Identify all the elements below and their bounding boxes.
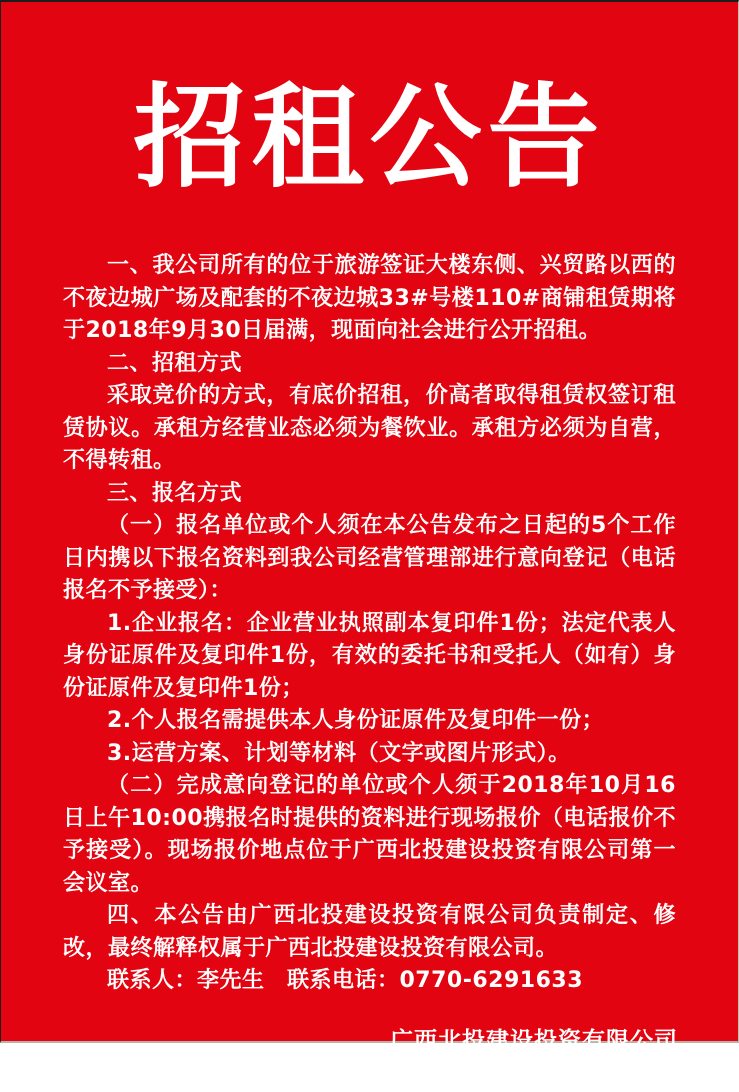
paragraph-requirement-2: 2.个人报名需提供本人身份证原件及复印件一份； xyxy=(107,708,605,734)
paragraph-requirement-1: 1.企业报名：企业营业执照副本复印件1份；法定代表人身份证原件及复印件1份，有效的委托书和受托人（如有）身份证原件及复印件1份； xyxy=(63,610,676,701)
paragraph-section-1: 一、我公司所有的位于旅游签证大楼东侧、兴贸路以西的不夜边城广场及配套的不夜边城33#号楼110#商铺租赁期将于2018年9月30日届满，现面向社会进行公开招租。 xyxy=(63,253,676,344)
signature-company: 广西北投建设投资有限公司 xyxy=(390,1027,678,1054)
paragraph-section-2-heading: 二、招租方式 xyxy=(107,350,243,376)
signature-date: 2018年9月30日 xyxy=(438,1061,630,1088)
announcement-body xyxy=(1,250,738,998)
paragraph-requirement-3: 3.运营方案、计划等材料（文字或图片形式）。 xyxy=(107,740,571,766)
paragraph-section-3-item-1: （一）报名单位或个人须在本公告发布之日起的5个工作日内携以下报名资料到我公司经营管理部进行意向登记（电话报名不予接受）： xyxy=(63,513,676,604)
announcement-title: 招租公告 xyxy=(133,72,606,203)
contact-line: 联系人：李先生 联系电话：0770-6291633 xyxy=(107,968,584,994)
paragraph-section-3-item-2: （二）完成意向登记的单位或个人须于2018年10月16日上午10:00携报名时提供的资料进行现场报价（电话报价不予接受）。现场报价地点位于广西北投建设投资有限公司第一会议室。 xyxy=(63,773,676,896)
signature-block xyxy=(390,1024,678,1092)
paragraph-section-3-heading: 三、报名方式 xyxy=(107,480,243,506)
paragraph-section-4: 四、本公告由广西北投建设投资有限公司负责制定、修改，最终解释权属于广西北投建设投资有限公司。 xyxy=(63,903,676,961)
paragraph-section-2-content: 采取竞价的方式，有底价招租，价高者取得租赁权签订租赁协议。承租方经营业态必须为餐饮业。承租方必须为自营，不得转租。 xyxy=(63,383,676,474)
